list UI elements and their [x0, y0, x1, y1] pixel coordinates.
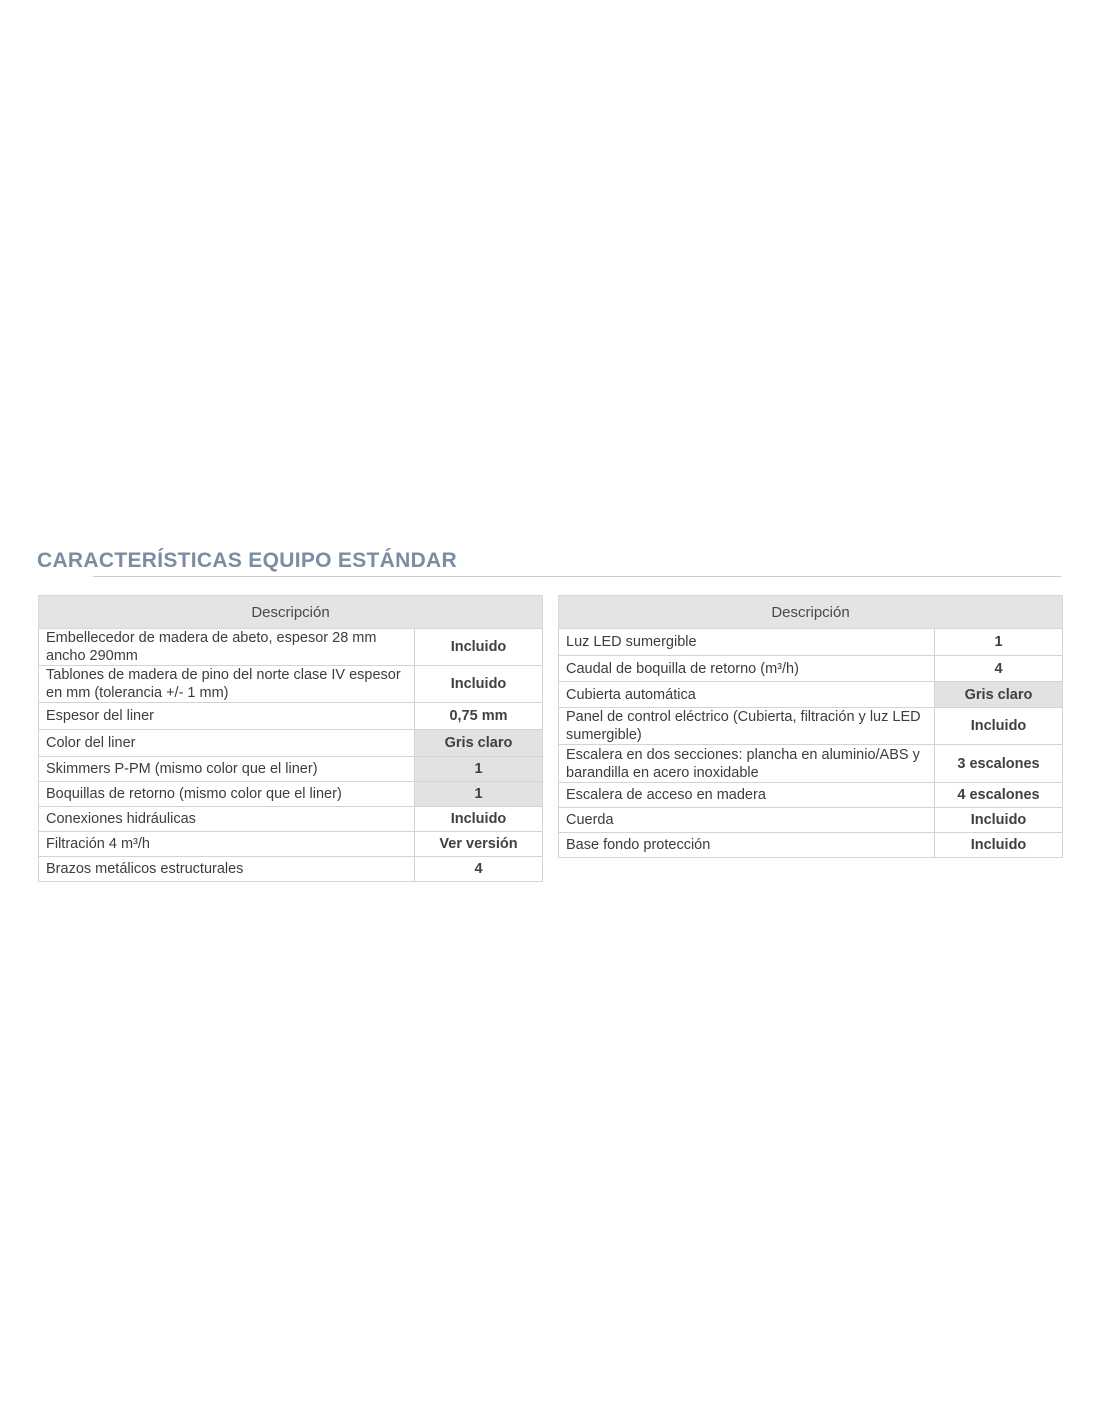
row-value: Incluido	[935, 708, 1063, 745]
row-description: Escalera de acceso en madera	[559, 783, 935, 808]
table-row	[559, 808, 1063, 833]
table-row	[39, 730, 543, 757]
row-value: Gris claro	[415, 730, 543, 757]
table-row	[559, 682, 1063, 708]
table-row	[559, 833, 1063, 858]
row-value: 1	[415, 782, 543, 807]
table-row	[559, 708, 1063, 745]
row-description: Cuerda	[559, 808, 935, 833]
row-description: Filtración 4 m³/h	[39, 832, 415, 857]
row-description: Skimmers P-PM (mismo color que el liner)	[39, 757, 415, 782]
table-row	[39, 757, 543, 782]
row-description: Boquillas de retorno (mismo color que el liner)	[39, 782, 415, 807]
row-description: Espesor del liner	[39, 703, 415, 730]
table-row	[559, 629, 1063, 656]
row-description: Conexiones hidráulicas	[39, 807, 415, 832]
row-value: Incluido	[935, 833, 1063, 858]
row-value: 0,75 mm	[415, 703, 543, 730]
left-spec-table	[38, 595, 543, 882]
table-row	[559, 656, 1063, 682]
table-row	[559, 783, 1063, 808]
table-row	[39, 832, 543, 857]
table-row	[39, 629, 543, 666]
row-value: Ver versión	[415, 832, 543, 857]
row-description: Brazos metálicos estructurales	[39, 857, 415, 882]
right-table-header: Descripción	[559, 596, 1063, 629]
right-spec-table	[558, 595, 1063, 858]
row-description: Base fondo protección	[559, 833, 935, 858]
row-description: Luz LED sumergible	[559, 629, 935, 656]
row-description: Escalera en dos secciones: plancha en aluminio/ABS y barandilla en acero inoxidable	[559, 745, 935, 783]
table-row	[39, 666, 543, 703]
row-description: Cubierta automática	[559, 682, 935, 708]
row-value: Incluido	[935, 808, 1063, 833]
row-value: 4 escalones	[935, 783, 1063, 808]
row-description: Color del liner	[39, 730, 415, 757]
row-value: Incluido	[415, 629, 543, 666]
row-value: 1	[415, 757, 543, 782]
table-row	[39, 782, 543, 807]
left-table-header: Descripción	[39, 596, 543, 629]
table-row	[39, 703, 543, 730]
row-value: Gris claro	[935, 682, 1063, 708]
title-divider	[93, 576, 1061, 577]
row-description: Tablones de madera de pino del norte clase IV espesor en mm (tolerancia +/- 1 mm)	[39, 666, 415, 703]
row-description: Embellecedor de madera de abeto, espesor 28 mm ancho 290mm	[39, 629, 415, 666]
table-row	[39, 807, 543, 832]
row-value: 1	[935, 629, 1063, 656]
row-value: 4	[935, 656, 1063, 682]
table-row	[39, 857, 543, 882]
section-title: CARACTERÍSTICAS EQUIPO ESTÁNDAR	[37, 549, 457, 572]
row-description: Caudal de boquilla de retorno (m³/h)	[559, 656, 935, 682]
row-value: Incluido	[415, 807, 543, 832]
row-description: Panel de control eléctrico (Cubierta, filtración y luz LED sumergible)	[559, 708, 935, 745]
row-value: Incluido	[415, 666, 543, 703]
table-row	[559, 745, 1063, 783]
row-value: 3 escalones	[935, 745, 1063, 783]
row-value: 4	[415, 857, 543, 882]
